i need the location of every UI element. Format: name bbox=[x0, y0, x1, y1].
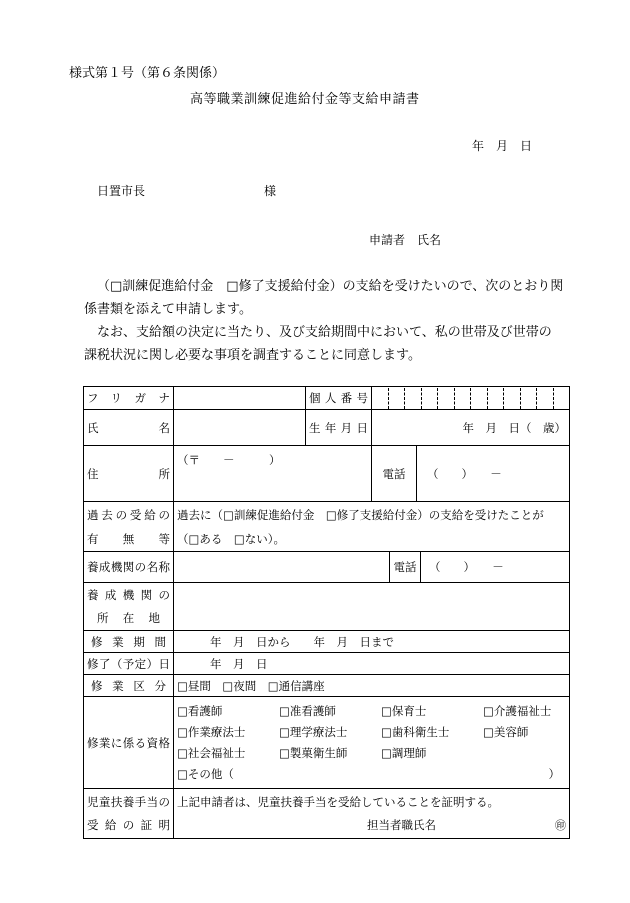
furigana-label: フリガナ bbox=[84, 387, 174, 410]
qual-other-close: ） bbox=[548, 766, 560, 781]
birthdate-label: 生年月日 bbox=[306, 410, 372, 446]
certification-field bbox=[174, 789, 570, 839]
application-date: 年 月 日 bbox=[472, 139, 533, 153]
furigana-field[interactable] bbox=[174, 387, 306, 410]
name-field[interactable] bbox=[174, 410, 306, 446]
qual-option[interactable]: □介護福祉士 bbox=[483, 703, 552, 718]
qual-other-option[interactable]: □その他（ bbox=[177, 766, 234, 781]
qual-option bbox=[483, 743, 566, 764]
address-phone-label: 電話 bbox=[372, 446, 417, 501]
school-name-field[interactable] bbox=[174, 552, 390, 583]
school-name-label: 養成機関の名称 bbox=[84, 552, 174, 583]
qual-option[interactable]: □歯科衛生士 bbox=[381, 724, 450, 739]
completion-date-label: 修了（予定）日 bbox=[84, 653, 174, 675]
completion-date-field[interactable]: 年 月 日 bbox=[174, 653, 570, 675]
qual-option[interactable]: □作業療法士 bbox=[177, 724, 246, 739]
qual-option[interactable]: □美容師 bbox=[483, 724, 529, 739]
address-field[interactable]: （〒 － ） bbox=[174, 446, 372, 502]
qual-option[interactable]: □看護師 bbox=[177, 703, 223, 718]
school-phone-label: 電話 bbox=[390, 552, 421, 582]
addressee: 日置市長 bbox=[97, 184, 146, 198]
study-period-label: 修業期間 bbox=[84, 631, 174, 653]
qual-option[interactable]: □調理師 bbox=[381, 745, 427, 760]
qualification-label: 修業に係る資格 bbox=[84, 697, 174, 789]
study-division-label: 修業区分 bbox=[84, 675, 174, 697]
applicant-name-label: 申請者 氏名 bbox=[369, 233, 442, 247]
school-location-label: 養成機関の 所在地 bbox=[84, 583, 174, 631]
school-location-field[interactable] bbox=[174, 583, 570, 631]
qual-option[interactable]: □理学療法士 bbox=[279, 724, 348, 739]
form-title: 高等職業訓練促進給付金等支給申請書 bbox=[190, 92, 420, 107]
qual-option[interactable]: □准看護師 bbox=[279, 703, 336, 718]
school-phone-field[interactable]: （ ） － bbox=[429, 560, 504, 574]
qual-option[interactable]: □製菓衛生師 bbox=[279, 745, 348, 760]
consent-statement: なお、支給額の決定に当たり、及び支給期間中において、私の世帯及び世帯の課税状況に関し必要な事項を調査することに同意します。 bbox=[84, 325, 552, 363]
qual-option[interactable]: □社会福祉士 bbox=[177, 745, 246, 760]
honorific: 様 bbox=[264, 184, 277, 198]
address-label: 住所 bbox=[84, 446, 174, 502]
address-phone-field[interactable]: （ ） － bbox=[427, 466, 502, 481]
my-number-label: 個人番号 bbox=[306, 387, 372, 410]
application-statement: （□訓練促進給付金 □修了支援給付金）の支給を受けたいので、次のとおり関係書類を添えて申請します。 bbox=[84, 279, 564, 317]
official-name-label: 担当者職氏名 bbox=[367, 817, 436, 832]
study-period-field[interactable]: 年 月 日から 年 月 日まで bbox=[174, 631, 570, 653]
my-number-field[interactable] bbox=[372, 387, 570, 410]
past-receipt-field[interactable]: 過去に（□訓練促進給付金 □修了支援給付金）の支給を受けたことが （□ある □ない）。 bbox=[174, 502, 570, 552]
past-receipt-label: 過去の受給の 有無等 bbox=[84, 502, 174, 552]
certification-text: 上記申請者は、児童扶養手当を受給していることを証明する。 bbox=[177, 794, 499, 809]
form-number: 様式第１号（第６条関係） bbox=[69, 66, 226, 81]
study-division-options[interactable]: □昼間 □夜間 □通信講座 bbox=[174, 675, 570, 697]
qual-option[interactable]: □保育士 bbox=[381, 703, 427, 718]
birthdate-field[interactable]: 年 月 日（ 歳） bbox=[372, 410, 570, 446]
certification-label: 児童扶養手当の 受給の証明 bbox=[84, 789, 174, 839]
application-form-table bbox=[83, 386, 570, 839]
name-label: 氏名 bbox=[84, 410, 174, 446]
qualification-options[interactable] bbox=[174, 697, 570, 789]
seal-mark: ㊞ bbox=[555, 818, 566, 832]
